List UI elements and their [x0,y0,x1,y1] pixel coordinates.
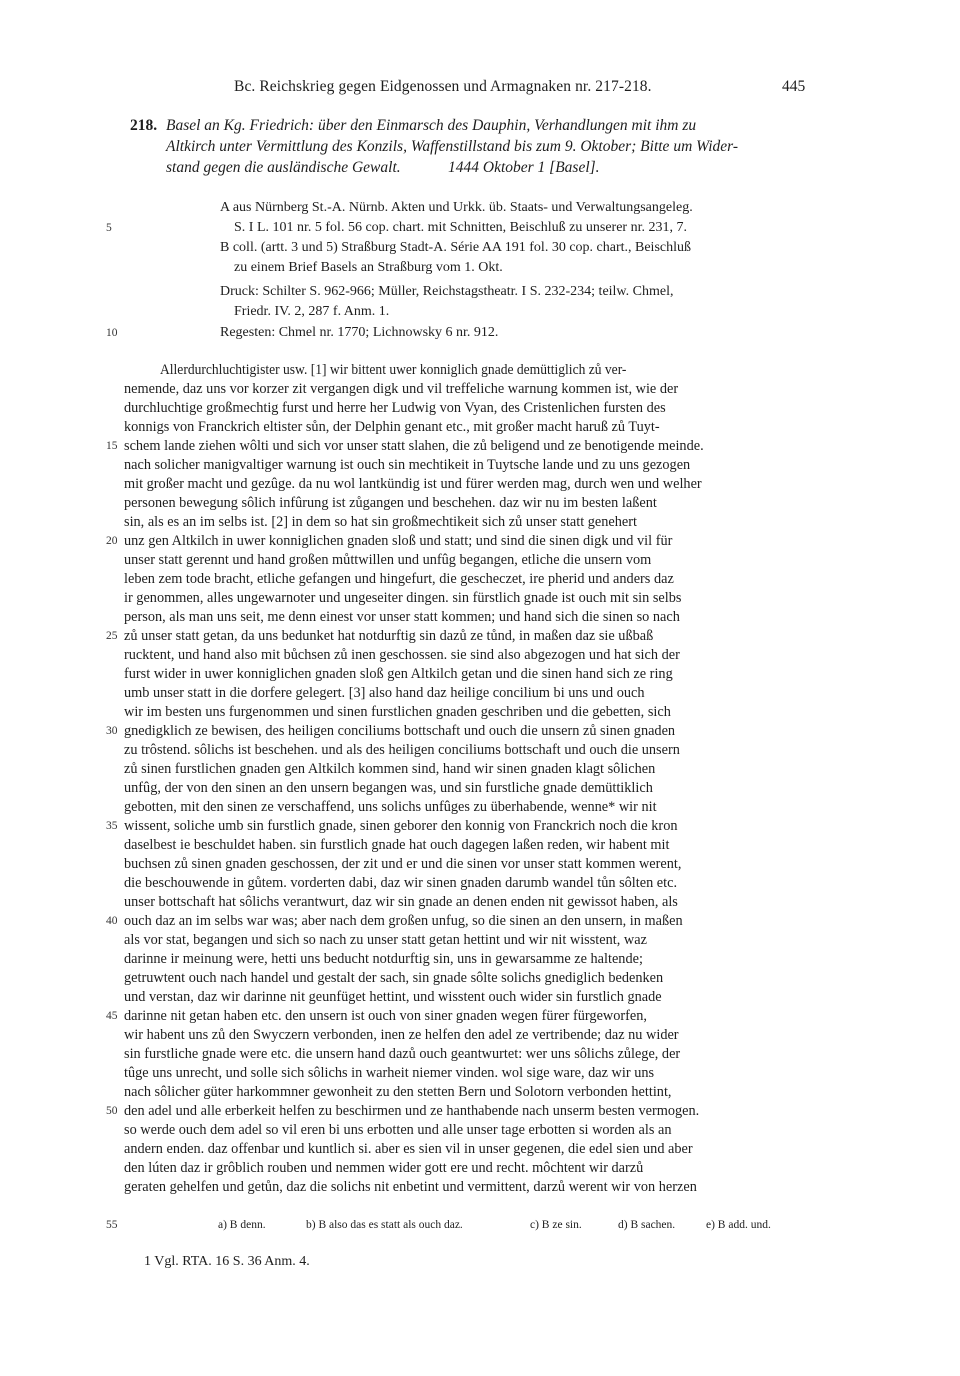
body-line: zů sinen furstlichen gnaden gen Altkilch kommen sind, hand wir sinen gnaden klagt sôlichen [124,761,656,777]
body-line: leben zem tode bracht, etliche gefangen und hingefurt, die gescheczet, ire pherid und anders daz [124,571,674,587]
entry-title-line-1: Basel an Kg. Friedrich: über den Einmarsch des Dauphin, Verhandlungen mit ihm zu [166,117,697,134]
line-number: 55 [106,1219,118,1231]
body-line: unfûg, der von den sinen an den unsern begangen was, und sin furstliche gnade demüttiklich [124,780,653,796]
body-line: furst wider in uwer konniglichen gnaden sloß gen Altkilch getan und die sinen hand sich ze ring [124,666,673,682]
body-line: zu trôstend. sôlichs ist beschehen. und als des heiligen conciliums bottschaft und ouch die unsern [124,742,680,758]
source-line-3: B coll. (artt. 3 und 5) Straßburg Stadt-A. Série AA 191 fol. 30 cop. chart., Beischluß [220,240,692,255]
body-line: darinne nit getan haben etc. den unsern ist ouch von siner gnaden wegen fürer fürgeworfen, [124,1008,647,1024]
footnote-e: e) B add. und. [706,1219,771,1231]
body-line: ouch daz an im selbs war was; aber nach dem großen unfug, so die sinen an den unsern, in maßen [124,913,683,929]
body-line: personen bewegung sôlich infûrung ist zůgangen und beschehen. daz wir nu im besten laßent [124,495,657,511]
body-line: den lúten daz ir grôblich rouben und nemmen wider gott ere und recht. môchtent wir darzů [124,1160,644,1176]
regesten-line: Regesten: Chmel nr. 1770; Lichnowsky 6 nr. 912. [220,325,499,340]
body-line: nach solicher manigvaltiger warnung ist ouch sin mechtikeit in Tuytsche lande und zu uns gezogen [124,457,691,473]
entry-title-line-2: Altkirch unter Vermittlung des Konzils, Waffenstillstand bis zum 9. Oktober; Bitte um Wider- [166,138,739,155]
body-line: gebotten, mit den sinen ze verschaffend, uns solichs unfûges zu überhabende, wenne* wir nit [124,799,657,815]
body-line: wissent, soliche umb sin furstlich gnade, sinen geborer den konnig von Franckrich noch die kron [124,818,678,834]
body-line: Allerdurchluchtigister usw. [1] wir bittent uwer konniglich gnade demüttiglich zů ver- [160,362,627,378]
body-line: daselbest ie beschuldet haben. sin furstlich gnade hat ouch dagegen laßen reden, wir habent mit [124,837,670,853]
body-line: zů unser statt getan, da uns bedunket hat notdurftig sin dazů ze tůnd, in maßen daz sie ußbaß [124,628,654,644]
body-line: getruwtent ouch nach handel und gestalt der sach, sin gnade sôlte solichs gnediglich bedenken [124,970,664,986]
print-line-1: Druck: Schilter S. 962-966; Müller, Reichstagstheatr. I S. 232-234; teilw. Chmel, [220,284,674,299]
footnote-d: d) B sachen. [618,1219,676,1231]
body-line: die beschouwende in gůtem. vorderten dabi, daz wir sinen gnaden darumb wandel tůn sôlten etc. [124,875,678,891]
body-line: sin, als es an im selbs ist. [2] in dem so hat sin großmechtikeit sich zů unser statt genehert [124,514,637,530]
line-number: 25 [106,630,118,642]
body-line: andern enden. daz offenbar und kuntlich si. aber es sien vil in unser gegenen, die edel sien und aber [124,1141,693,1157]
body-line: person, als man uns seit, me denn einest vor unser statt kommen; und hand sich die sinen so nach [124,609,680,625]
body-line: mit großer macht und gezûge. da nu wol lantkündig ist und fürer werden mag, durch wen und welher [124,476,702,492]
body-line: wir habent uns zů den Swyczern verbonden, inen ze helfen den adel ze vertribende; daz nu wider [124,1027,679,1043]
line-number: 50 [106,1105,118,1117]
body-line: tûge uns unrecht, und solle sich sôlichs in warheit niemer vinden. wol sige ware, daz wir uns [124,1065,655,1081]
body-line: den adel und alle erberkeit helfen zu beschirmen und ze hanthabende nach unserm besten vermogen. [124,1103,700,1119]
body-line: umb unser statt in die dorfere gelegert. [3] also hand daz heilige concilium bi uns und ouch [124,685,645,701]
body-line: unz gen Altkilch in uwer konniglichen gnaden sloß und statt; und sind die sinen digk und vil für [124,533,673,549]
body-line: darinne ir meinung were, hetti uns beducht notdurftig sin, uns in gewarsamme ze haltende; [124,951,643,967]
body-line: so werde ouch dem adel so vil eren bi uns erbotten und alle unser tage erbotten si worden als an [124,1122,672,1138]
source-line-1: A aus Nürnberg St.-A. Nürnb. Akten und Urkk. üb. Staats- und Verwaltungsangeleg. [220,200,693,215]
body-line: als vor stat, begangen und sich so nach zu unser statt getan hettint und wir nit wisstent, waz [124,932,647,948]
entry-number: 218. [130,117,158,134]
running-header: Bc. Reichskrieg gegen Eidgenossen und Armagnaken nr. 217-218. [234,78,652,95]
page-number: 445 [782,78,806,95]
line-number: 35 [106,820,118,832]
body-line: ir genommen, alles ungewarnoter und ungeseiter dingen. sin fürstlich gnade ist ouch mit sin selbs [124,590,682,606]
line-number: 40 [106,915,118,927]
footnote-c: c) B ze sin. [530,1219,582,1231]
body-line: rucktent, und hand also mit bůchsen zů inen geschossen. sie sind also abgezogen und hat sich der [124,647,680,663]
print-line-2: Friedr. IV. 2, 287 f. Anm. 1. [234,304,390,319]
source-line-2: S. I L. 101 nr. 5 fol. 56 cop. chart. mit Schnitten, Beischluß zu unserer nr. 231, 7. [234,220,687,235]
footnote-main: 1 Vgl. RTA. 16 S. 36 Anm. 4. [144,1254,310,1269]
body-line: gnedigklich ze bewisen, des heiligen conciliums bottschaft und ouch die unsern zů sinen gnaden [124,723,676,739]
line-number: 15 [106,440,118,452]
body-line: konnigs von Franckrich eltister sůn, der Delphin genant etc., mit großer macht haruß zů Tuyt- [124,419,660,435]
line-number: 10 [106,327,118,339]
line-number: 20 [106,535,118,547]
line-number: 45 [106,1010,118,1022]
footnote-a: a) B denn. [218,1219,266,1231]
source-line-4: zu einem Brief Basels an Straßburg vom 1. Okt. [234,260,503,275]
entry-title-line-3: stand gegen die ausländische Gewalt. [166,159,401,176]
entry-date: 1444 Oktober 1 [Basel]. [448,159,600,176]
footnote-b: b) B also das es statt als ouch daz. [306,1219,463,1231]
body-line: durchluchtige großmechtig furst und herre her Ludwig von Vyan, des Cristenlichen fursten des [124,400,666,416]
body-line: unser statt gerennt und hand großen můttwillen und unfûg begangen, etliche die unsern vom [124,552,652,568]
body-line: schem lande ziehen wôlti und sich vor unser statt slahen, die zů beligend und ze benotigende meinde. [124,438,704,454]
body-line: wir im besten uns furgenommen und sinen furstlichen gnaden geschriben und die gebetten, sich [124,704,671,720]
body-line: nemende, daz uns vor korzer zit vergangen digk und vil treffeliche warnung kommen ist, wie der [124,381,679,397]
body-line: buchsen zů sinen gnaden geschossen, der zit und er und die sinen vor unser statt kommen werent, [124,856,682,872]
body-line: unser bottschaft hat sôlichs verantwurt, daz wir sin gnade an denen enden nit gewissot haben, als [124,894,678,910]
body-line: und verstan, daz wir darinne nit geunfüget hettint, und wisstent ouch wider sin furstlich gnade [124,989,662,1005]
line-number: 30 [106,725,118,737]
line-number: 5 [106,222,112,234]
body-line: nach sôlicher güter harkommner gewonheit zu den stetten Bern und Solotorn verbonden hettint, [124,1084,672,1100]
body-line: sin furstliche gnade were etc. die unsern hand dazů ouch geantwurtet: wer uns sôlichs zůlege, der [124,1046,681,1062]
body-line: geraten gehelfen und getůn, daz die solichs nit enbetint und vermittent, darzů werent wir von herzen [124,1179,697,1195]
